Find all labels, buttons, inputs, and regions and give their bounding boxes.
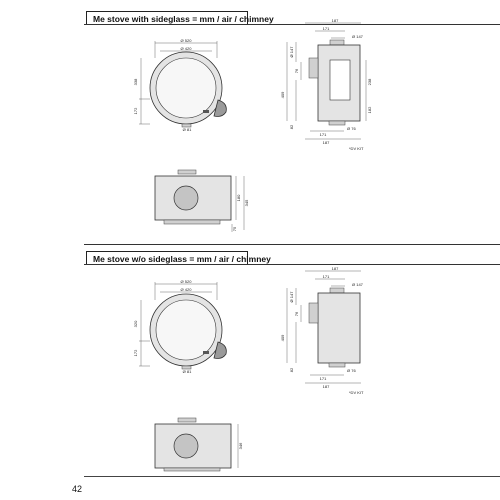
side-top-b-label: 171 <box>322 26 330 31</box>
side-left-a-label: Ø 147 <box>289 46 294 58</box>
side-height-total-label: 409 <box>280 91 285 99</box>
section-title-without-sideglass: Me stove w/o sideglass = mm / air / chimney <box>86 251 248 265</box>
side-top-a-label: 187 <box>331 18 339 23</box>
dv-kit-note: *DV KIT <box>349 146 364 151</box>
side-view-with-sideglass <box>280 18 372 151</box>
top-height-c-label: 75 <box>232 226 237 232</box>
front-height-low-label: 172 <box>133 349 138 357</box>
front-height-low-label: 172 <box>133 107 138 115</box>
front-base-label: Ø 81 <box>182 369 192 374</box>
side-height-right-label: 238 <box>367 78 372 86</box>
dv-kit-note: *DV KIT <box>349 390 364 395</box>
side-height-right-low-label: 182 <box>367 106 372 114</box>
front-width-inner-label: Ø 420 <box>180 46 192 51</box>
side-view-without-sideglass <box>280 266 364 395</box>
side-top-a-label: 187 <box>331 266 339 271</box>
side-left-c-label: 82 <box>289 367 294 373</box>
front-width-outer-label: Ø 520 <box>180 38 192 43</box>
side-bottom-a-label: 171 <box>319 132 327 137</box>
side-bottom-a-label: 171 <box>319 376 327 381</box>
front-view-with-sideglass <box>133 38 226 132</box>
side-top-c-label: Ø 147 <box>352 282 363 287</box>
page-number: 42 <box>72 484 83 494</box>
front-height-label: 320 <box>133 320 138 328</box>
side-left-b-label: 76 <box>294 68 299 74</box>
top-height-a-label: 180 <box>236 194 241 202</box>
side-bottom-c-label: Ø 76 <box>347 126 356 131</box>
section-title-with-sideglass: Me stove with sideglass = mm / air / chimney <box>86 11 248 25</box>
side-top-c-label: Ø 147 <box>352 34 363 39</box>
top-height-b-label: 345 <box>244 199 249 207</box>
top-view-with-sideglass <box>155 170 249 232</box>
front-base-label: Ø 81 <box>182 127 192 132</box>
side-bottom-b-label: 187 <box>322 140 330 145</box>
front-view-without-sideglass <box>133 279 226 374</box>
side-left-c-label: 82 <box>289 124 294 130</box>
front-width-outer-label: Ø 520 <box>180 279 192 284</box>
top-view-without-sideglass <box>155 418 243 471</box>
side-bottom-c-label: Ø 76 <box>347 368 356 373</box>
side-left-a-label: Ø 147 <box>289 291 294 303</box>
front-height-label: 338 <box>133 78 138 86</box>
top-height-a-label: 346 <box>238 442 243 450</box>
side-top-b-label: 171 <box>322 274 330 279</box>
side-left-b-label: 76 <box>294 311 299 317</box>
side-height-total-label: 409 <box>280 334 285 342</box>
front-width-inner-label: Ø 420 <box>180 287 192 292</box>
side-bottom-b-label: 187 <box>322 384 330 389</box>
